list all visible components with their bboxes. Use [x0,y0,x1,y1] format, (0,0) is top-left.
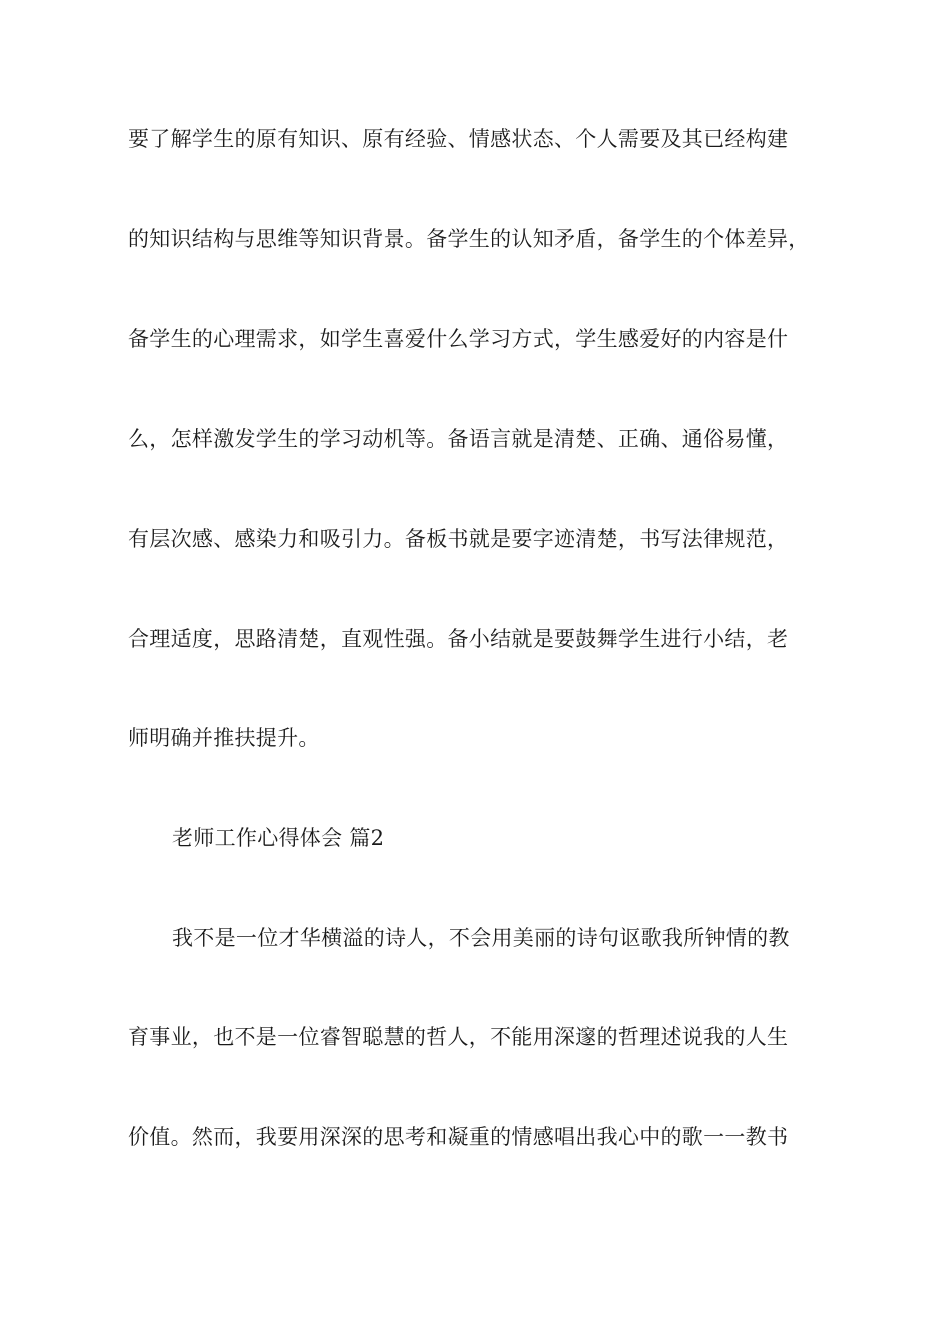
paragraph-line: 么，怎样激发学生的学习动机等。备语言就是清楚、正确、通俗易懂， [128,427,789,451]
paragraph-line: 要了解学生的原有知识、原有经验、情感状态、个人需要及其已经构建 [128,127,789,151]
paragraph-line: 师明确并推扶提升。 [128,726,320,750]
paragraph-line: 备学生的心理需求，如学生喜爱什么学习方式，学生感爱好的内容是什 [128,327,789,351]
paragraph-line: 价值。然而，我要用深深的思考和凝重的情感唱出我心中的歌一一教书 [128,1125,789,1149]
section-heading: 老师工作心得体会 篇2 [172,826,385,850]
paragraph-line: 有层次感、感染力和吸引力。备板书就是要字迹清楚，书写法律规范， [128,527,789,551]
paragraph-line: 的知识结构与思维等知识背景。备学生的认知矛盾，备学生的个体差异， [128,227,810,251]
paragraph-line: 合理适度，思路清楚，直观性强。备小结就是要鼓舞学生进行小结，老 [128,627,789,651]
paragraph-line: 育事业，也不是一位睿智聪慧的哲人，不能用深邃的哲理述说我的人生 [128,1025,789,1049]
paragraph-line: 我不是一位才华横溢的诗人，不会用美丽的诗句讴歌我所钟情的教 [172,926,790,950]
